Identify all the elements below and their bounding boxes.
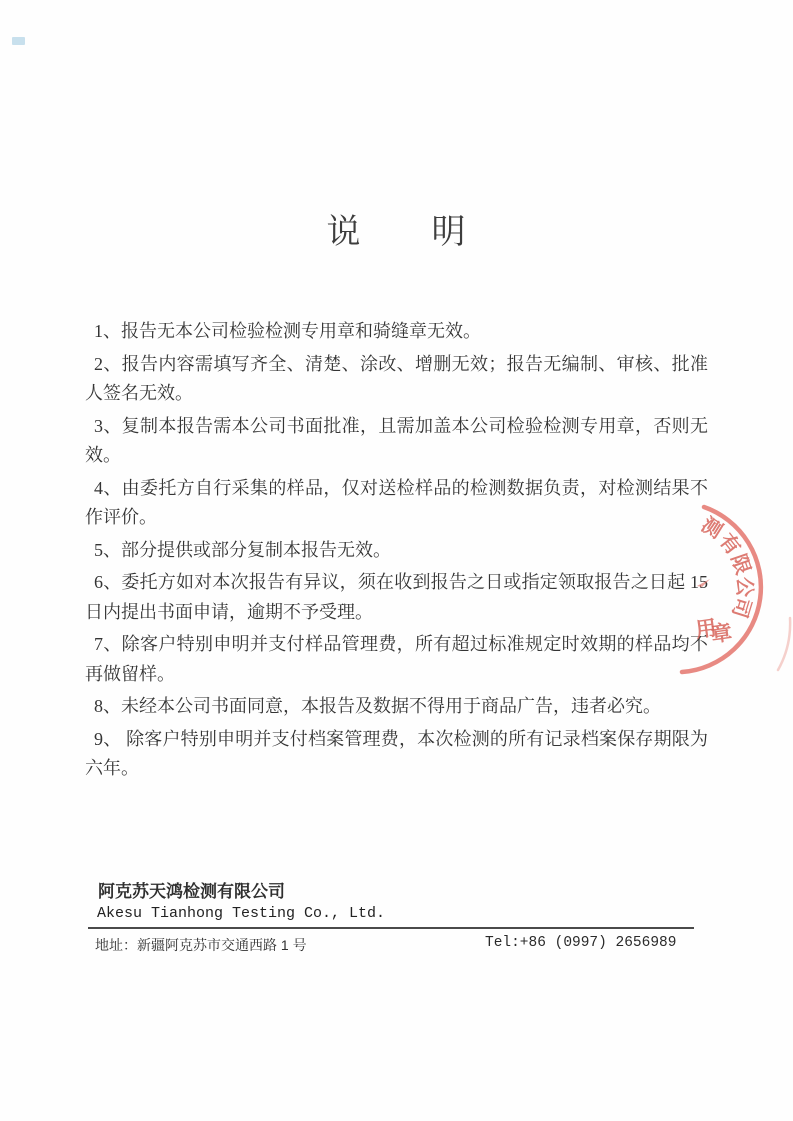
note-item-5: 5、部分提供或部分复制本报告无效。: [94, 539, 391, 560]
seal-ink-smudge: [697, 579, 710, 587]
footer-divider: [88, 927, 694, 929]
note-item-8: 8、未经本公司书面同意，本报告及数据不得用于商品广告，违者必究。: [94, 696, 661, 716]
page-footer: [88, 877, 708, 955]
company-name-cn: 阿克苏天鸿检测有限公司: [98, 882, 285, 901]
scan-artifact: [12, 37, 25, 45]
note-item-6: 6、委托方如对本次报告有异议，须在收到报告之日或指定领取报告之日起 15 日内提出书面申请，逾期不予受理。: [85, 572, 708, 622]
telephone-text: Tel:+86 (0997) 2656989: [485, 935, 677, 951]
note-item-4: 4、由委托方自行采集的样品，仅对送检样品的检测数据负责，对检测结果不作评价。: [85, 477, 708, 527]
note-item-2: 2、报告内容需填写齐全、清楚、涂改、增删无效；报告无编制、审核、批准人签名无效。: [85, 353, 708, 403]
seal-arc-char: 测: [697, 513, 726, 544]
page-title: 说 明: [326, 214, 467, 251]
note-item-3: 3、复制本报告需本公司书面批准，且需加盖本公司检验检测专用章，否则无效。: [85, 415, 708, 465]
seal-arc-char: 有: [714, 529, 745, 560]
seal-arc-char: 公: [733, 577, 755, 597]
seal-rim-arc-faint: [778, 618, 790, 670]
note-item-1: 1、报告无本公司检验检测专用章和骑缝章无效。: [94, 321, 481, 341]
seal-horizontal-char: 章: [709, 620, 734, 647]
company-name-en: Akesu Tianhong Testing Co., Ltd.: [97, 905, 386, 922]
footer-contact-row: [88, 935, 708, 955]
seal-arc-char: 司: [727, 594, 755, 621]
company-seal-stamp: [595, 470, 793, 685]
note-item-9: 9、 除客户特别申明并支付档案管理费，本次检测的所有记录档案保存期限为六年。: [85, 728, 708, 778]
seal-horizontal-char: 用: [693, 615, 719, 643]
note-item-7: 7、除客户特别申明并支付样品管理费，所有超过标准规定时效期的样品均不再做留样。: [85, 634, 708, 684]
address-text: 地址：新疆阿克苏市交通西路 1 号: [95, 937, 307, 953]
seal-arc-char: 限: [726, 551, 754, 578]
